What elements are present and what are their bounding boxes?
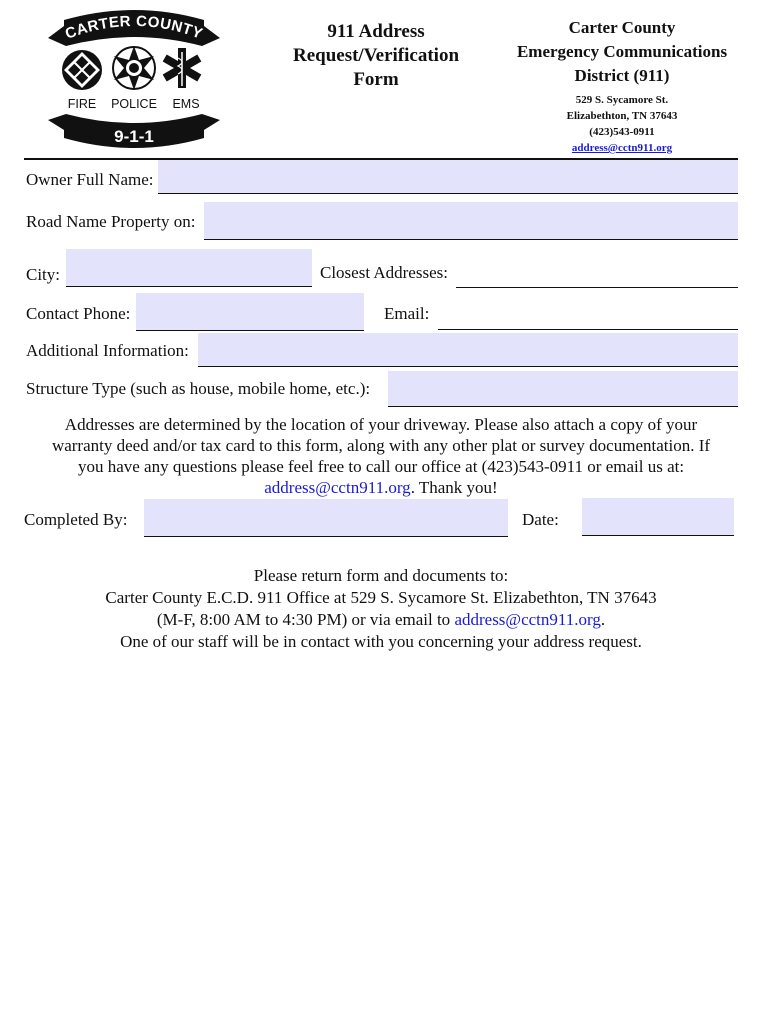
form-title-line: Form — [353, 69, 399, 90]
police-star-icon — [113, 46, 155, 90]
logo-police-label: POLICE — [111, 97, 157, 111]
return-period: . — [600, 610, 606, 629]
completed-by-field[interactable] — [144, 499, 508, 537]
return-line: Carter County E.C.D. 911 Office at 529 S. Sycamore St. Elizabethton, TN 37643 — [105, 588, 657, 607]
owner-name-field[interactable] — [158, 160, 738, 194]
org-city-line: Elizabethton, TN 37643 — [566, 110, 678, 122]
return-instructions — [24, 565, 738, 653]
email-field[interactable] — [438, 302, 738, 330]
org-name-line: Emergency Communications — [516, 42, 728, 61]
completed-by-label: Completed By: — [24, 510, 128, 529]
logo-fire-label: FIRE — [67, 97, 97, 111]
form-title-line: Request/Verification — [292, 45, 460, 66]
fire-badge-icon — [62, 50, 102, 90]
closest-addresses-field[interactable] — [456, 262, 738, 288]
org-name-line: District (911) — [574, 66, 670, 85]
notice-line: you have any questions please feel free to call our office at (423)543-0911 or email us at: — [77, 457, 685, 476]
structure-type-label: Structure Type (such as house, mobile home, etc.): — [26, 379, 371, 398]
closest-addresses-label: Closest Addresses: — [320, 263, 448, 282]
email-label: Email: — [384, 304, 430, 323]
form-title-line: 911 Address — [327, 21, 425, 42]
contact-phone-label: Contact Phone: — [26, 304, 131, 323]
logo-top-text: CARTER COUNTY — [62, 12, 206, 43]
logo-bottom-text: 9-1-1 — [114, 127, 154, 146]
date-label: Date: — [522, 510, 559, 529]
carter-county-911-logo — [44, 8, 224, 154]
road-name-label: Road Name Property on: — [26, 212, 196, 231]
notice-email-link[interactable]: address@cctn911.org — [264, 478, 411, 497]
org-email-link[interactable]: address@cctn911.org — [571, 142, 673, 154]
logo-ems-label: EMS — [172, 97, 200, 111]
notice-line: warranty deed and/or tax card to this form, along with any other plat or survey documentation. If — [51, 436, 711, 455]
driveway-notice — [24, 414, 738, 498]
road-name-field[interactable] — [204, 202, 738, 240]
org-street: 529 S. Sycamore St. — [575, 94, 669, 106]
city-field[interactable] — [66, 249, 312, 287]
return-line: Please return form and documents to: — [253, 566, 509, 585]
return-email-link[interactable]: address@cctn911.org — [454, 610, 601, 629]
organization-contact-block — [498, 16, 746, 156]
form-title — [276, 20, 476, 92]
org-name-line: Carter County — [568, 18, 676, 37]
owner-name-label: Owner Full Name: — [26, 170, 154, 189]
ems-star-of-life-icon — [163, 48, 202, 88]
contact-phone-field[interactable] — [136, 293, 364, 331]
city-label: City: — [26, 265, 61, 284]
org-phone: (423)543-0911 — [589, 126, 655, 138]
notice-line: Addresses are determined by the location of your driveway. Please also attach a copy of your — [64, 415, 698, 434]
additional-info-label: Additional Information: — [26, 341, 189, 360]
date-field[interactable] — [582, 498, 734, 536]
notice-thanks: . Thank you! — [410, 478, 498, 497]
structure-type-field[interactable] — [388, 371, 738, 407]
return-hours: (M-F, 8:00 AM to 4:30 PM) or via email to — [156, 610, 455, 629]
additional-info-field[interactable] — [198, 333, 738, 367]
return-line: One of our staff will be in contact with you concerning your address request. — [120, 632, 642, 651]
